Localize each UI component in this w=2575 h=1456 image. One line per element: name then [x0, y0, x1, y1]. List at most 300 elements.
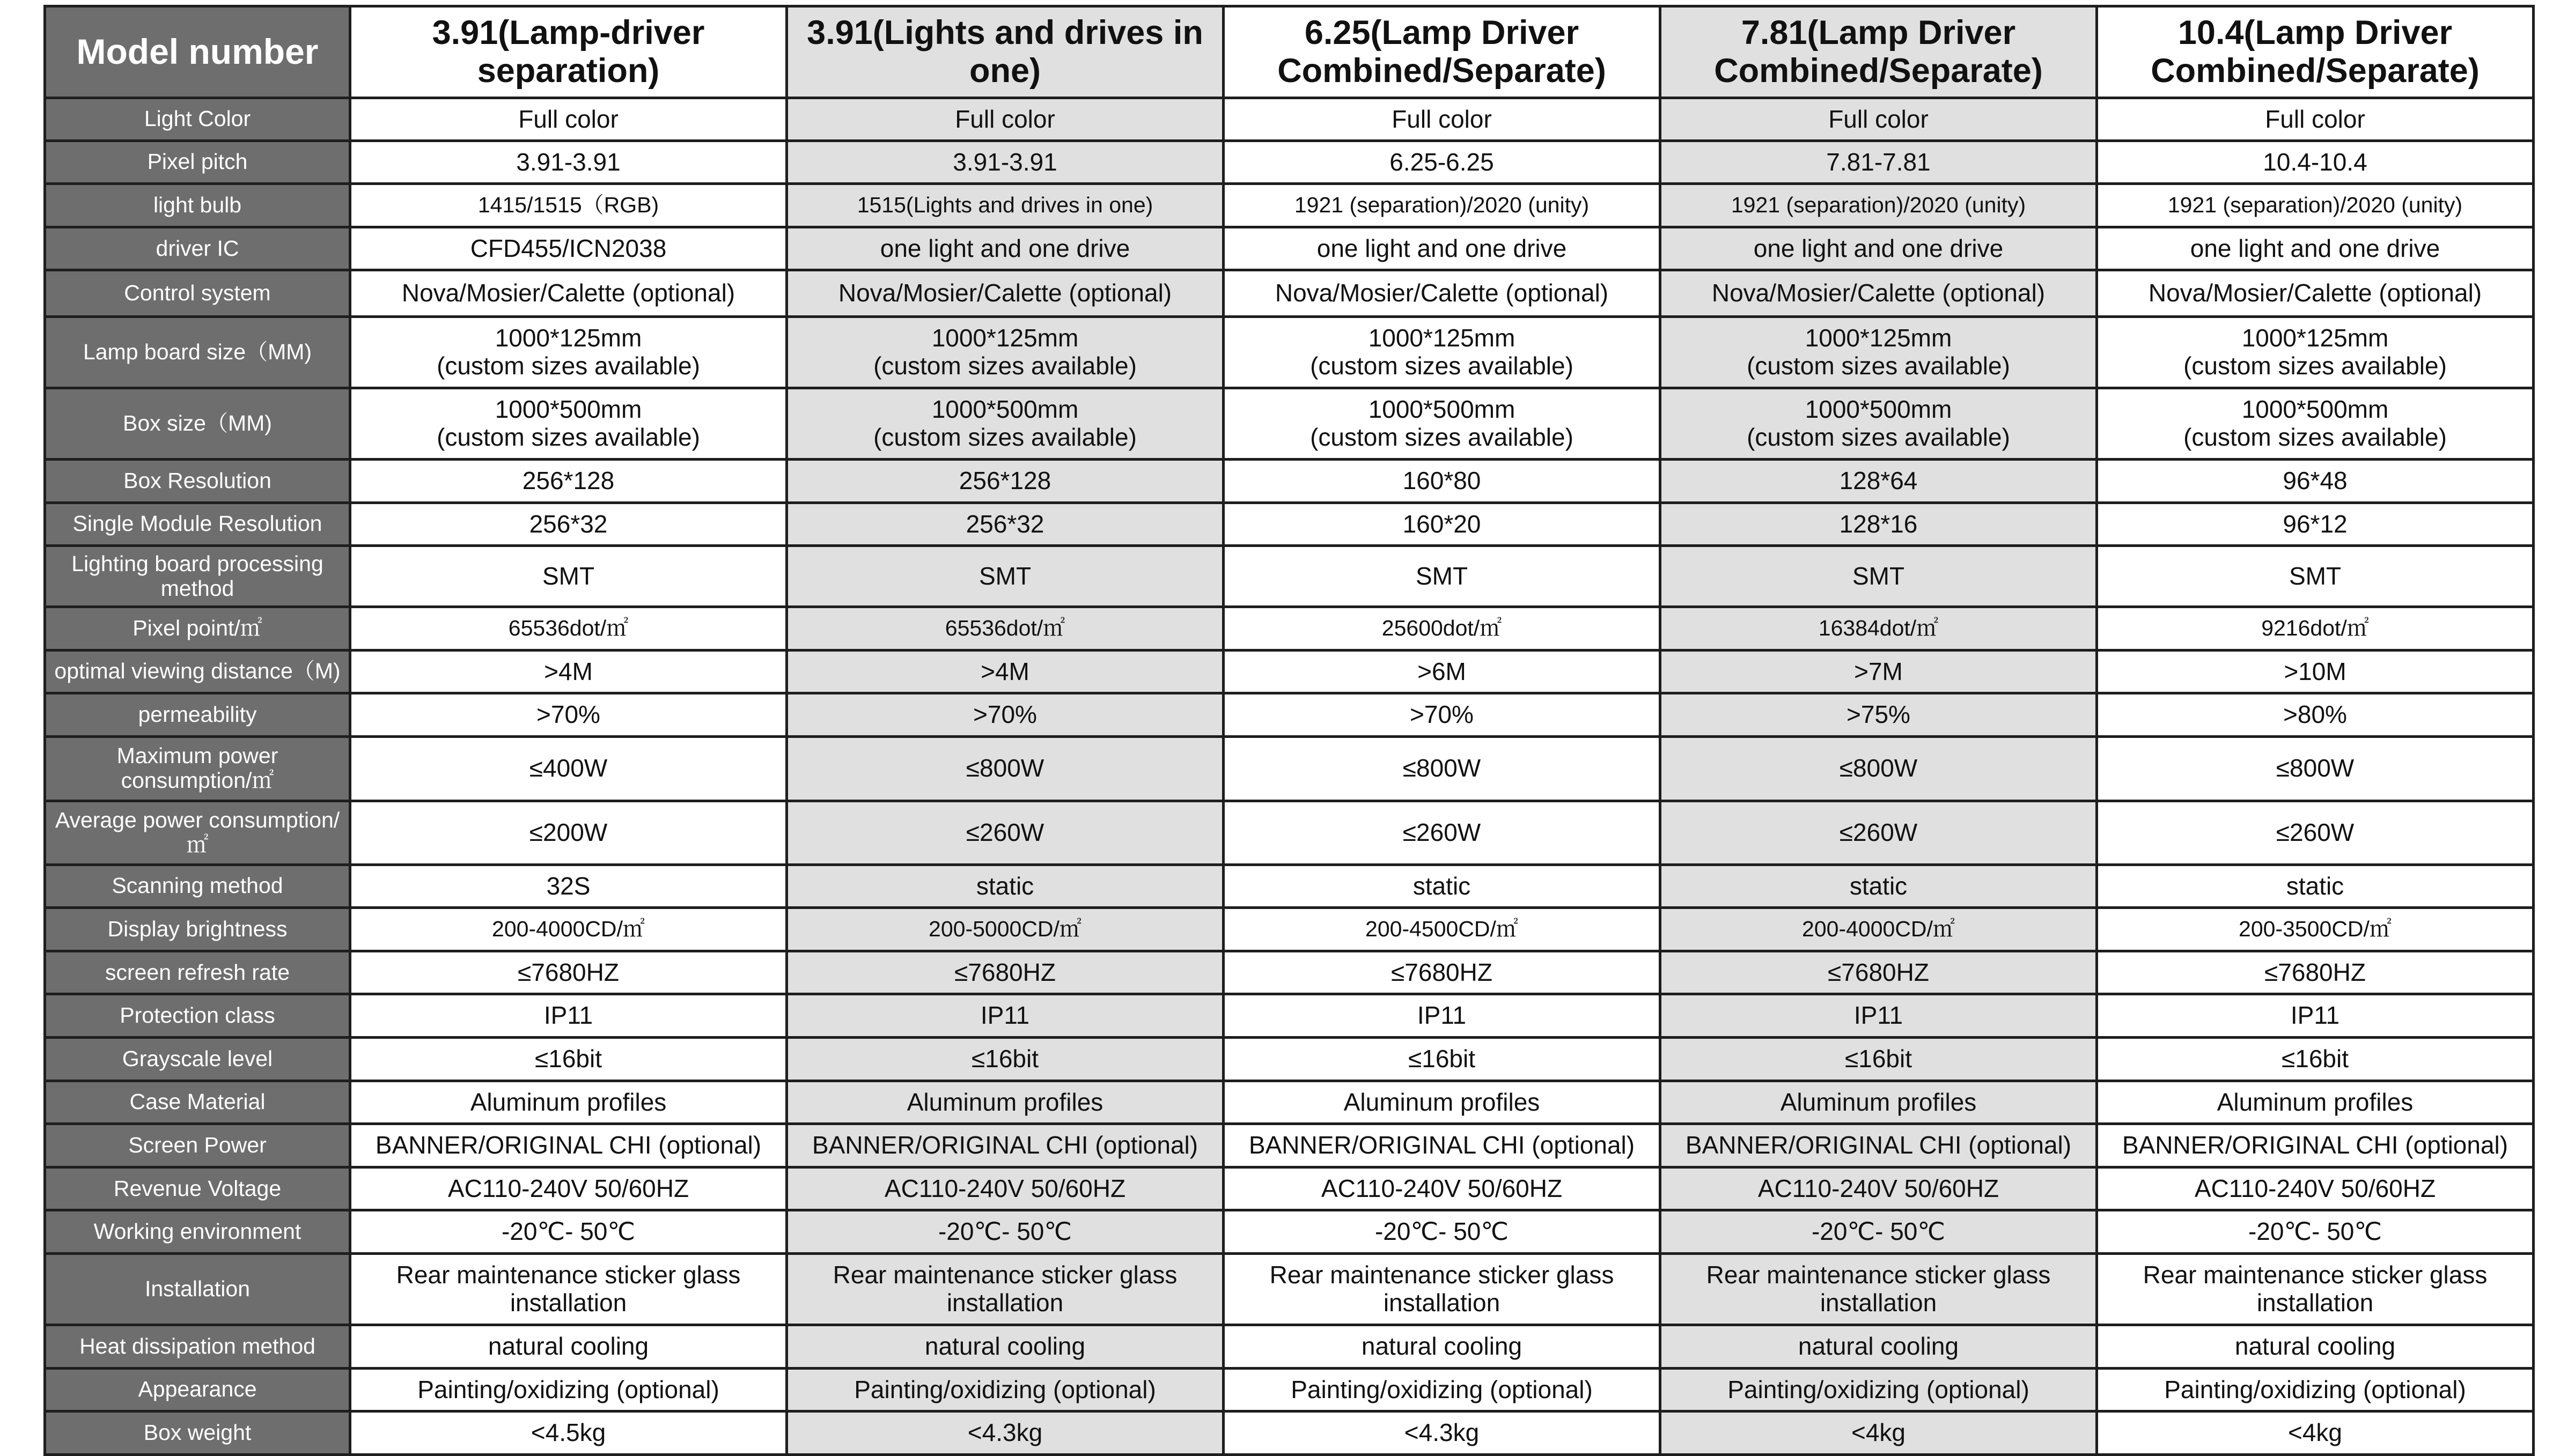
spec-label: Grayscale level: [45, 1037, 350, 1081]
spec-value: [1224, 736, 1660, 801]
spec-value-text: 7.81-7.81: [1826, 147, 1931, 176]
spec-value-text: 1415/1515（RGB): [477, 193, 659, 218]
spec-value-text: 1515(Lights and drives in one): [857, 193, 1153, 218]
spec-value: [2097, 1253, 2534, 1325]
spec-value-text: natural cooling: [1361, 1332, 1522, 1360]
spec-value: [2097, 270, 2534, 317]
spec-value-text: static: [976, 871, 1034, 900]
spec-value-text: <4kg: [1851, 1418, 1906, 1447]
spec-value-text: 1000*125mm (custom sizes available): [1747, 324, 2010, 380]
spec-label: light bulb: [45, 184, 350, 227]
spec-value-text: Aluminum profiles: [1343, 1088, 1540, 1116]
spec-value: [1660, 1411, 2097, 1455]
spec-value: [350, 607, 787, 651]
spec-row: [45, 951, 2534, 994]
spec-value: [350, 736, 787, 801]
spec-value: [1224, 801, 1660, 864]
spec-value: [787, 908, 1224, 951]
spec-label: Revenue Voltage: [45, 1167, 350, 1210]
spec-value: [2097, 1411, 2534, 1455]
spec-value: [2097, 317, 2534, 388]
spec-label: Box Resolution: [45, 459, 350, 502]
spec-value: [1660, 1253, 2097, 1325]
spec-value: [350, 98, 787, 141]
spec-value: [2097, 184, 2534, 227]
spec-value-text: ≤800W: [2276, 754, 2355, 782]
spec-value: [350, 951, 787, 994]
spec-value: [1660, 1037, 2097, 1081]
spec-value: [787, 1210, 1224, 1254]
spec-row: [45, 227, 2534, 270]
spec-value-text: ≤16bit: [535, 1044, 602, 1073]
spec-value-text: ≤16bit: [1408, 1044, 1475, 1073]
spec-value: [1224, 1210, 1660, 1254]
spec-row: [45, 270, 2534, 317]
spec-value: [787, 1167, 1224, 1210]
spec-value-text: CFD455/ICN2038: [470, 234, 667, 262]
spec-value: [787, 1037, 1224, 1081]
spec-label: Installation: [45, 1253, 350, 1325]
spec-value: [787, 546, 1224, 607]
spec-value-text: ≤400W: [529, 754, 608, 782]
spec-value-text: 96*12: [2283, 509, 2348, 538]
spec-value-text: natural cooling: [488, 1332, 649, 1360]
spec-row: [45, 607, 2534, 651]
spec-value-text: 65536dot/㎡: [945, 615, 1065, 640]
spec-value-text: BANNER/ORIGINAL CHI (optional): [812, 1131, 1198, 1159]
spec-value-text: SMT: [979, 561, 1032, 590]
spec-value: [1660, 317, 2097, 388]
spec-value: [2097, 141, 2534, 184]
spec-value: [1224, 1325, 1660, 1368]
spec-value: [1224, 994, 1660, 1038]
spec-value-text: BANNER/ORIGINAL CHI (optional): [375, 1131, 762, 1159]
spec-value-text: 96*48: [2283, 467, 2348, 495]
spec-value-text: 1000*125mm (custom sizes available): [437, 324, 700, 380]
spec-row: [45, 1411, 2534, 1455]
spec-label: Working environment: [45, 1210, 350, 1254]
spec-value: [2097, 908, 2534, 951]
spec-value: [350, 184, 787, 227]
spec-value-text: ≤7680HZ: [954, 958, 1056, 986]
spec-value: [2097, 693, 2534, 737]
spec-value: [1224, 98, 1660, 141]
spec-value-text: static: [1412, 871, 1471, 900]
spec-value-text: 256*128: [522, 467, 615, 495]
spec-value-text: 25600dot/㎡: [1381, 615, 1502, 640]
spec-value-text: Full color: [1392, 105, 1492, 133]
spec-value: [1224, 951, 1660, 994]
spec-value-text: AC110-240V 50/60HZ: [1757, 1174, 1999, 1202]
spec-value-text: ≤16bit: [2282, 1044, 2349, 1073]
spec-value: [787, 459, 1224, 502]
spec-value: [2097, 994, 2534, 1038]
spec-value: [787, 994, 1224, 1038]
spec-value-text: 10.4-10.4: [2263, 147, 2367, 176]
spec-label: Protection class: [45, 994, 350, 1038]
spec-label: Lamp board size（MM): [45, 317, 350, 388]
spec-value-text: >4M: [981, 657, 1029, 685]
spec-label: Scanning method: [45, 864, 350, 908]
spec-value: [787, 1325, 1224, 1368]
spec-value: [2097, 864, 2534, 908]
spec-value: [1224, 1167, 1660, 1210]
spec-label: optimal viewing distance（M): [45, 650, 350, 693]
spec-row: [45, 801, 2534, 864]
spec-value-text: Painting/oxidizing (optional): [2164, 1375, 2466, 1403]
spec-value: [1224, 1124, 1660, 1167]
spec-value-text: 1000*500mm (custom sizes available): [873, 395, 1137, 451]
spec-value-text: 256*32: [529, 509, 608, 538]
spec-value: [1660, 270, 2097, 317]
spec-value-text: >70%: [1410, 700, 1474, 729]
spec-value: [787, 1368, 1224, 1411]
spec-value: [787, 270, 1224, 317]
spec-value: [1660, 388, 2097, 460]
spec-value-text: Full color: [518, 105, 619, 133]
spec-row: [45, 1081, 2534, 1124]
spec-value-text: natural cooling: [1798, 1332, 1959, 1360]
spec-value-text: 256*128: [959, 467, 1051, 495]
spec-label: Display brightness: [45, 908, 350, 951]
spec-value: [350, 1210, 787, 1254]
spec-value-text: Rear maintenance sticker glass installation: [2143, 1261, 2488, 1317]
spec-value: [350, 1253, 787, 1325]
spec-value-text: AC110-240V 50/60HZ: [2194, 1174, 2436, 1202]
spec-value: [1224, 270, 1660, 317]
spec-value-text: >80%: [2283, 700, 2347, 729]
spec-value-text: >7M: [1854, 657, 1903, 685]
spec-value: [787, 1124, 1224, 1167]
spec-value: [2097, 607, 2534, 651]
spec-value: [1660, 1124, 2097, 1167]
spec-value: [787, 1081, 1224, 1124]
spec-value-text: Rear maintenance sticker glass installation: [833, 1261, 1178, 1317]
spec-value-text: 1921 (separation)/2020 (unity): [2167, 193, 2463, 218]
spec-value: [787, 388, 1224, 460]
spec-value: [350, 1411, 787, 1455]
spec-value: [350, 1368, 787, 1411]
spec-value-text: >70%: [973, 700, 1037, 729]
spec-value: [350, 908, 787, 951]
spec-value: [787, 736, 1224, 801]
spec-value: [350, 1081, 787, 1124]
spec-value-text: BANNER/ORIGINAL CHI (optional): [1248, 1131, 1635, 1159]
spec-value: [1660, 184, 2097, 227]
spec-value-text: ≤800W: [1402, 754, 1481, 782]
spec-value: [1224, 864, 1660, 908]
spec-value: [1660, 1210, 2097, 1254]
header-row: [45, 6, 2534, 98]
spec-row: [45, 1124, 2534, 1167]
spec-value: [787, 1411, 1224, 1455]
spec-value: [350, 1124, 787, 1167]
spec-value: [2097, 502, 2534, 546]
spec-value-text: Painting/oxidizing (optional): [417, 1375, 719, 1403]
spec-value-text: 1000*500mm (custom sizes available): [437, 395, 700, 451]
spec-row: [45, 1167, 2534, 1210]
spec-value: [2097, 736, 2534, 801]
spec-value: [350, 546, 787, 607]
spec-label: Appearance: [45, 1368, 350, 1411]
spec-value: [350, 1167, 787, 1210]
spec-value: [2097, 801, 2534, 864]
spec-label: driver IC: [45, 227, 350, 270]
spec-value: [787, 1253, 1224, 1325]
spec-value-text: IP11: [1417, 1001, 1467, 1030]
spec-value: [1224, 1368, 1660, 1411]
spec-value-text: 200-4000CD/㎡: [492, 917, 645, 942]
spec-value-text: Nova/Mosier/Calette (optional): [1275, 279, 1609, 307]
spec-value-text: 6.25-6.25: [1389, 147, 1494, 176]
spec-value: [2097, 1124, 2534, 1167]
spec-row: [45, 1253, 2534, 1325]
spec-value: [1224, 1411, 1660, 1455]
spec-value: [1224, 1081, 1660, 1124]
spec-value: [787, 650, 1224, 693]
spec-value-text: Rear maintenance sticker glass installation: [396, 1261, 741, 1317]
spec-value-text: 1921 (separation)/2020 (unity): [1731, 193, 2026, 218]
spec-value-text: -20℃- 50℃: [501, 1217, 636, 1246]
spec-value: [1224, 650, 1660, 693]
spec-value-text: Full color: [955, 105, 1055, 133]
spec-value: [2097, 951, 2534, 994]
spec-value: [2097, 1081, 2534, 1124]
model-header: 7.81(Lamp Driver Combined/Separate): [1660, 6, 2097, 98]
spec-value: [787, 693, 1224, 737]
spec-value-text: -20℃- 50℃: [1374, 1217, 1509, 1246]
spec-value-text: 200-4000CD/㎡: [1802, 917, 1955, 942]
model-number-header: Model number: [45, 6, 350, 98]
spec-value: [1224, 693, 1660, 737]
spec-value: [1224, 459, 1660, 502]
spec-value: [1224, 1253, 1660, 1325]
spec-value: [350, 459, 787, 502]
spec-value-text: natural cooling: [924, 1332, 1086, 1360]
spec-value-text: >75%: [1846, 700, 1910, 729]
spec-label: Light Color: [45, 98, 350, 141]
spec-value-text: static: [1849, 871, 1908, 900]
spec-value: [1660, 736, 2097, 801]
spec-value: [1224, 502, 1660, 546]
spec-label: Box weight: [45, 1411, 350, 1455]
spec-value-text: Rear maintenance sticker glass installation: [1706, 1261, 2051, 1317]
spec-value-text: ≤7680HZ: [1828, 958, 1929, 986]
spec-value: [1660, 951, 2097, 994]
spec-value-text: 1000*500mm (custom sizes available): [1747, 395, 2010, 451]
spec-value: [1224, 908, 1660, 951]
spec-value: [350, 502, 787, 546]
spec-value-text: AC110-240V 50/60HZ: [884, 1174, 1126, 1202]
spec-label: Single Module Resolution: [45, 502, 350, 546]
spec-value-text: one light and one drive: [1316, 234, 1567, 262]
spec-value: [2097, 459, 2534, 502]
spec-row: [45, 864, 2534, 908]
spec-value: [1660, 607, 2097, 651]
spec-body: [45, 98, 2534, 1455]
spec-value: [2097, 227, 2534, 270]
spec-value: [350, 864, 787, 908]
spec-value-text: ≤260W: [1402, 818, 1481, 846]
spec-value-text: 128*64: [1839, 467, 1918, 495]
spec-value: [350, 317, 787, 388]
spec-value-text: one light and one drive: [880, 234, 1130, 262]
spec-value-text: 1000*125mm (custom sizes available): [1310, 324, 1573, 380]
spec-value-text: 128*16: [1839, 509, 1918, 538]
spec-value-text: AC110-240V 50/60HZ: [1321, 1174, 1563, 1202]
spec-value: [1660, 650, 2097, 693]
spec-value: [1660, 693, 2097, 737]
spec-row: [45, 1368, 2534, 1411]
spec-value: [2097, 1210, 2534, 1254]
spec-value-text: 32S: [546, 871, 591, 900]
spec-value: [1660, 1368, 2097, 1411]
spec-value-text: IP11: [980, 1001, 1030, 1030]
spec-value-text: <4.3kg: [967, 1418, 1043, 1447]
spec-row: [45, 994, 2534, 1038]
spec-label: Pixel point/㎡: [45, 607, 350, 651]
spec-value-text: <4kg: [2287, 1418, 2343, 1447]
spec-value: [350, 227, 787, 270]
spec-value: [787, 98, 1224, 141]
spec-value-text: Rear maintenance sticker glass installation: [1269, 1261, 1614, 1317]
spec-value: [1224, 184, 1660, 227]
spec-value-text: -20℃- 50℃: [2248, 1217, 2382, 1246]
spec-value-text: one light and one drive: [2190, 234, 2440, 262]
spec-value-text: 200-5000CD/㎡: [929, 917, 1082, 942]
spec-value-text: 1000*125mm (custom sizes available): [2183, 324, 2447, 380]
spec-row: [45, 459, 2534, 502]
spec-row: [45, 141, 2534, 184]
spec-value-text: 160*80: [1402, 467, 1481, 495]
spec-value-text: 160*20: [1402, 509, 1481, 538]
spec-value: [350, 388, 787, 460]
spec-value: [1660, 1325, 2097, 1368]
spec-value: [1660, 459, 2097, 502]
spec-value: [2097, 388, 2534, 460]
spec-row: [45, 546, 2534, 607]
spec-value-text: 1000*500mm (custom sizes available): [1310, 395, 1573, 451]
spec-value: [2097, 98, 2534, 141]
spec-value: [787, 141, 1224, 184]
spec-value-text: Full color: [1828, 105, 1929, 133]
spec-value-text: ≤7680HZ: [1391, 958, 1492, 986]
model-header: 3.91(Lamp-driver separation): [350, 6, 787, 98]
spec-value: [350, 1037, 787, 1081]
spec-value-text: BANNER/ORIGINAL CHI (optional): [1685, 1131, 2072, 1159]
spec-value-text: 65536dot/㎡: [508, 615, 629, 640]
spec-value-text: SMT: [542, 561, 595, 590]
spec-value: [350, 1325, 787, 1368]
spec-value: [1660, 864, 2097, 908]
spec-value-text: >70%: [536, 700, 600, 729]
spec-value-text: SMT: [1852, 561, 1905, 590]
spec-value: [1224, 317, 1660, 388]
spec-value-text: static: [2286, 871, 2344, 900]
spec-value-text: 200-3500CD/㎡: [2239, 917, 2392, 942]
spec-value-text: ≤260W: [2276, 818, 2355, 846]
spec-value: [1224, 227, 1660, 270]
spec-label: Screen Power: [45, 1124, 350, 1167]
spec-row: [45, 736, 2534, 801]
spec-value-text: ≤260W: [966, 818, 1044, 846]
spec-label: Case Material: [45, 1081, 350, 1124]
spec-value-text: 16384dot/㎡: [1818, 615, 1939, 640]
spec-value-text: Full color: [2265, 105, 2365, 133]
spec-table: [43, 5, 2535, 1456]
spec-value-text: <4.3kg: [1404, 1418, 1480, 1447]
spec-value-text: ≤200W: [529, 818, 608, 846]
spec-value: [1660, 1167, 2097, 1210]
spec-row: [45, 502, 2534, 546]
model-header: 3.91(Lights and drives in one): [787, 6, 1224, 98]
spec-value-text: SMT: [1415, 561, 1468, 590]
spec-row: [45, 1037, 2534, 1081]
model-header: 10.4(Lamp Driver Combined/Separate): [2097, 6, 2534, 98]
spec-row: [45, 650, 2534, 693]
spec-value-text: 9216dot/㎡: [2261, 615, 2369, 640]
model-header: 6.25(Lamp Driver Combined/Separate): [1224, 6, 1660, 98]
spec-value-text: Nova/Mosier/Calette (optional): [401, 279, 735, 307]
spec-value-text: Nova/Mosier/Calette (optional): [1711, 279, 2046, 307]
spec-value-text: 1000*125mm (custom sizes available): [873, 324, 1137, 380]
spec-value-text: natural cooling: [2234, 1332, 2396, 1360]
spec-value-text: ≤16bit: [972, 1044, 1039, 1073]
spec-value-text: ≤800W: [966, 754, 1044, 782]
spec-value: [350, 693, 787, 737]
spec-row: [45, 693, 2534, 737]
spec-value-text: Nova/Mosier/Calette (optional): [2148, 279, 2482, 307]
spec-value: [2097, 650, 2534, 693]
spec-value-text: ≤16bit: [1845, 1044, 1912, 1073]
spec-value-text: 200-4500CD/㎡: [1365, 917, 1518, 942]
spec-value-text: ≤7680HZ: [518, 958, 619, 986]
spec-value: [350, 141, 787, 184]
spec-value: [787, 864, 1224, 908]
spec-value: [1224, 546, 1660, 607]
spec-value: [787, 227, 1224, 270]
spec-value-text: Nova/Mosier/Calette (optional): [838, 279, 1172, 307]
spec-value-text: -20℃- 50℃: [1811, 1217, 1946, 1246]
spec-value: [350, 650, 787, 693]
spec-label: screen refresh rate: [45, 951, 350, 994]
spec-value-text: -20℃- 50℃: [938, 1217, 1072, 1246]
spec-row: [45, 1210, 2534, 1254]
spec-value-text: ≤800W: [1839, 754, 1918, 782]
spec-value-text: 3.91-3.91: [516, 147, 621, 176]
spec-row: [45, 388, 2534, 460]
spec-value: [2097, 1325, 2534, 1368]
spec-value: [787, 607, 1224, 651]
spec-value-text: Painting/oxidizing (optional): [1727, 1375, 2029, 1403]
spec-value: [1660, 546, 2097, 607]
spec-value-text: Painting/oxidizing (optional): [1291, 1375, 1593, 1403]
spec-value-text: ≤260W: [1839, 818, 1918, 846]
spec-label: Average power consumption/㎡: [45, 801, 350, 864]
spec-row: [45, 98, 2534, 141]
spec-label: Maximum power consumption/㎡: [45, 736, 350, 801]
spec-label: Control system: [45, 270, 350, 317]
spec-row: [45, 908, 2534, 951]
spec-label: permeability: [45, 693, 350, 737]
spec-row: [45, 184, 2534, 227]
spec-value: [1660, 994, 2097, 1038]
spec-value-text: ≤7680HZ: [2264, 958, 2366, 986]
spec-value: [2097, 546, 2534, 607]
spec-value: [1224, 141, 1660, 184]
spec-value: [787, 184, 1224, 227]
spec-value: [787, 951, 1224, 994]
